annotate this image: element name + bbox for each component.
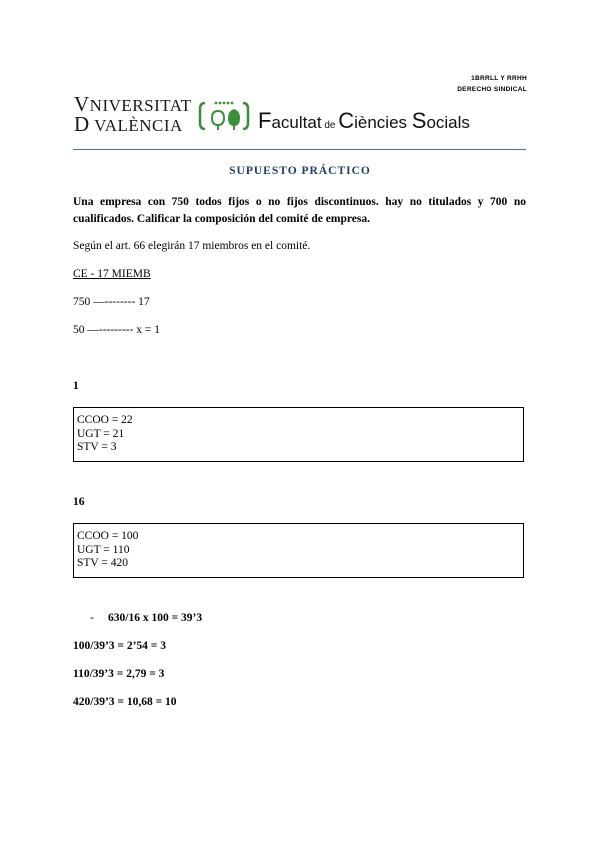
ratio-line-2: 50 —--------- x = 1 [73, 324, 160, 336]
header-subject: DERECHO SINDICAL [457, 86, 527, 93]
faculty-logo-icon [198, 99, 250, 133]
article-reference: Según el art. 66 elegirán 17 miembros en el comité. [73, 240, 311, 252]
group-1-line: UGT = 21 [77, 427, 125, 440]
calc-line: 110/39’3 = 2,79 = 3 [73, 668, 165, 680]
calc-line: 100/39’3 = 2’54 = 3 [73, 640, 166, 652]
group-2-box [73, 523, 524, 578]
page-title: SUPUESTO PRÁCTICO [229, 165, 371, 177]
group-1-line: CCOO = 22 [77, 414, 133, 426]
header-divider [73, 149, 526, 150]
group-1-line: STV = 3 [77, 441, 117, 453]
group-2-label: 16 [73, 496, 85, 508]
group-2-line: STV = 420 [77, 557, 129, 569]
faculty-name: Facultat de Ciències Socials [258, 108, 470, 133]
ratio-line-1: 750 —-------- 17 [73, 296, 150, 308]
calc-line: 420/39’3 = 10,68 = 10 [73, 696, 177, 708]
university-logo-text: VNIVERSITAT D VALÈNCIA [74, 92, 192, 136]
group-2-line: CCOO = 100 [77, 530, 139, 542]
group-1-label: 1 [73, 380, 79, 392]
group-1-box [73, 407, 524, 462]
calc-main: 630/16 x 100 = 39’3 [108, 612, 203, 624]
bullet-dash: - [90, 612, 94, 624]
problem-statement: Una empresa con 750 todos fijos o no fijos discontinuos. hay no titulados y 700 no cualificados. Calificar la composición del comité de empresa. [73, 196, 526, 225]
header-course-code: 1BRRLL Y RRHH [471, 75, 527, 82]
ce-heading: CE - 17 MIEMB [73, 268, 151, 280]
group-2-line: UGT = 110 [77, 543, 130, 556]
